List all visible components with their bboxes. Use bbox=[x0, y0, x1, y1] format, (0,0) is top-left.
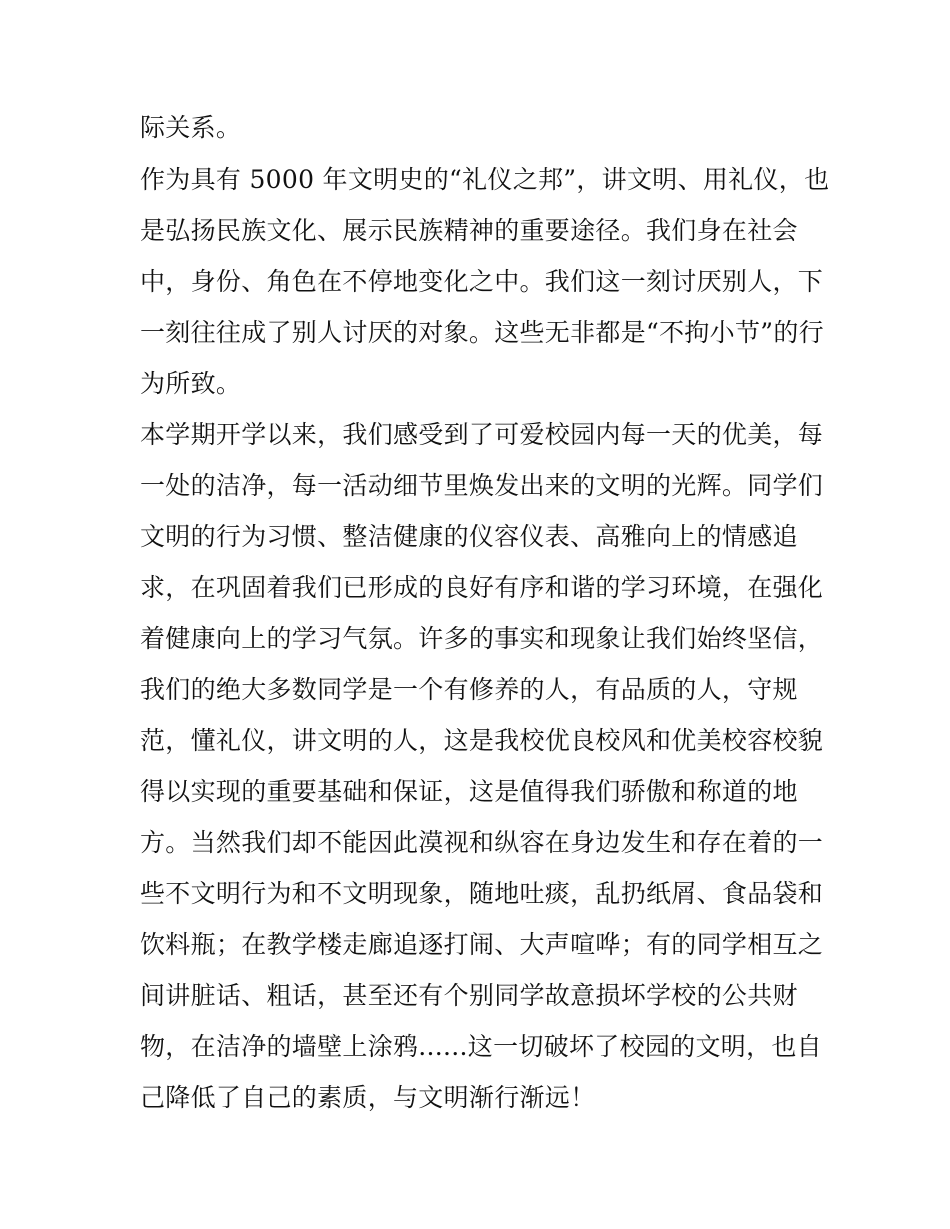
text-line: 一刻往往成了别人讨厌的对象。这些无非都是“不拘小节”的行 bbox=[140, 318, 824, 347]
text-line: 方。当然我们却不能因此漠视和纵容在身边发生和存在着的一 bbox=[140, 828, 824, 857]
text-line: 饮料瓶；在教学楼走廊追逐打闹、大声喧哗；有的同学相互之 bbox=[140, 930, 824, 959]
text-line: 间讲脏话、粗话，甚至还有个别同学故意损坏学校的公共财 bbox=[140, 981, 798, 1010]
text-line: 文明的行为习惯、整洁健康的仪容仪表、高雅向上的情感追 bbox=[140, 522, 798, 551]
text-line: 中，身份、角色在不停地变化之中。我们这一刻讨厌别人，下 bbox=[140, 267, 824, 296]
text-line: 己降低了自己的素质，与文明渐行渐远！ bbox=[140, 1083, 596, 1112]
text-line: 物，在洁净的墙壁上涂鸦......这一切破坏了校园的文明，也自 bbox=[140, 1032, 822, 1061]
text-line: 范，懂礼仪，讲文明的人，这是我校优良校风和优美校容校貌 bbox=[140, 726, 824, 755]
text-line: 一处的洁净，每一活动细节里焕发出来的文明的光辉。同学们 bbox=[140, 471, 824, 500]
text-line: 着健康向上的学习气氛。许多的事实和现象让我们始终坚信， bbox=[140, 624, 824, 653]
text-line: 求，在巩固着我们已形成的良好有序和谐的学习环境，在强化 bbox=[140, 573, 824, 602]
text-line: 些不文明行为和不文明现象，随地吐痰，乱扔纸屑、食品袋和 bbox=[140, 879, 824, 908]
text-line: 我们的绝大多数同学是一个有修养的人，有品质的人，守规 bbox=[140, 675, 798, 704]
text-line: 本学期开学以来，我们感受到了可爱校园内每一天的优美，每 bbox=[140, 420, 824, 449]
text-line: 得以实现的重要基础和保证，这是值得我们骄傲和称道的地 bbox=[140, 777, 798, 806]
text-line: 作为具有 5000 年文明史的“礼仪之邦”，讲文明、用礼仪，也 bbox=[140, 165, 830, 194]
text-line: 际关系。 bbox=[140, 113, 242, 142]
text-line: 为所致。 bbox=[140, 369, 242, 398]
text-line: 是弘扬民族文化、展示民族精神的重要途径。我们身在社会 bbox=[140, 216, 798, 245]
